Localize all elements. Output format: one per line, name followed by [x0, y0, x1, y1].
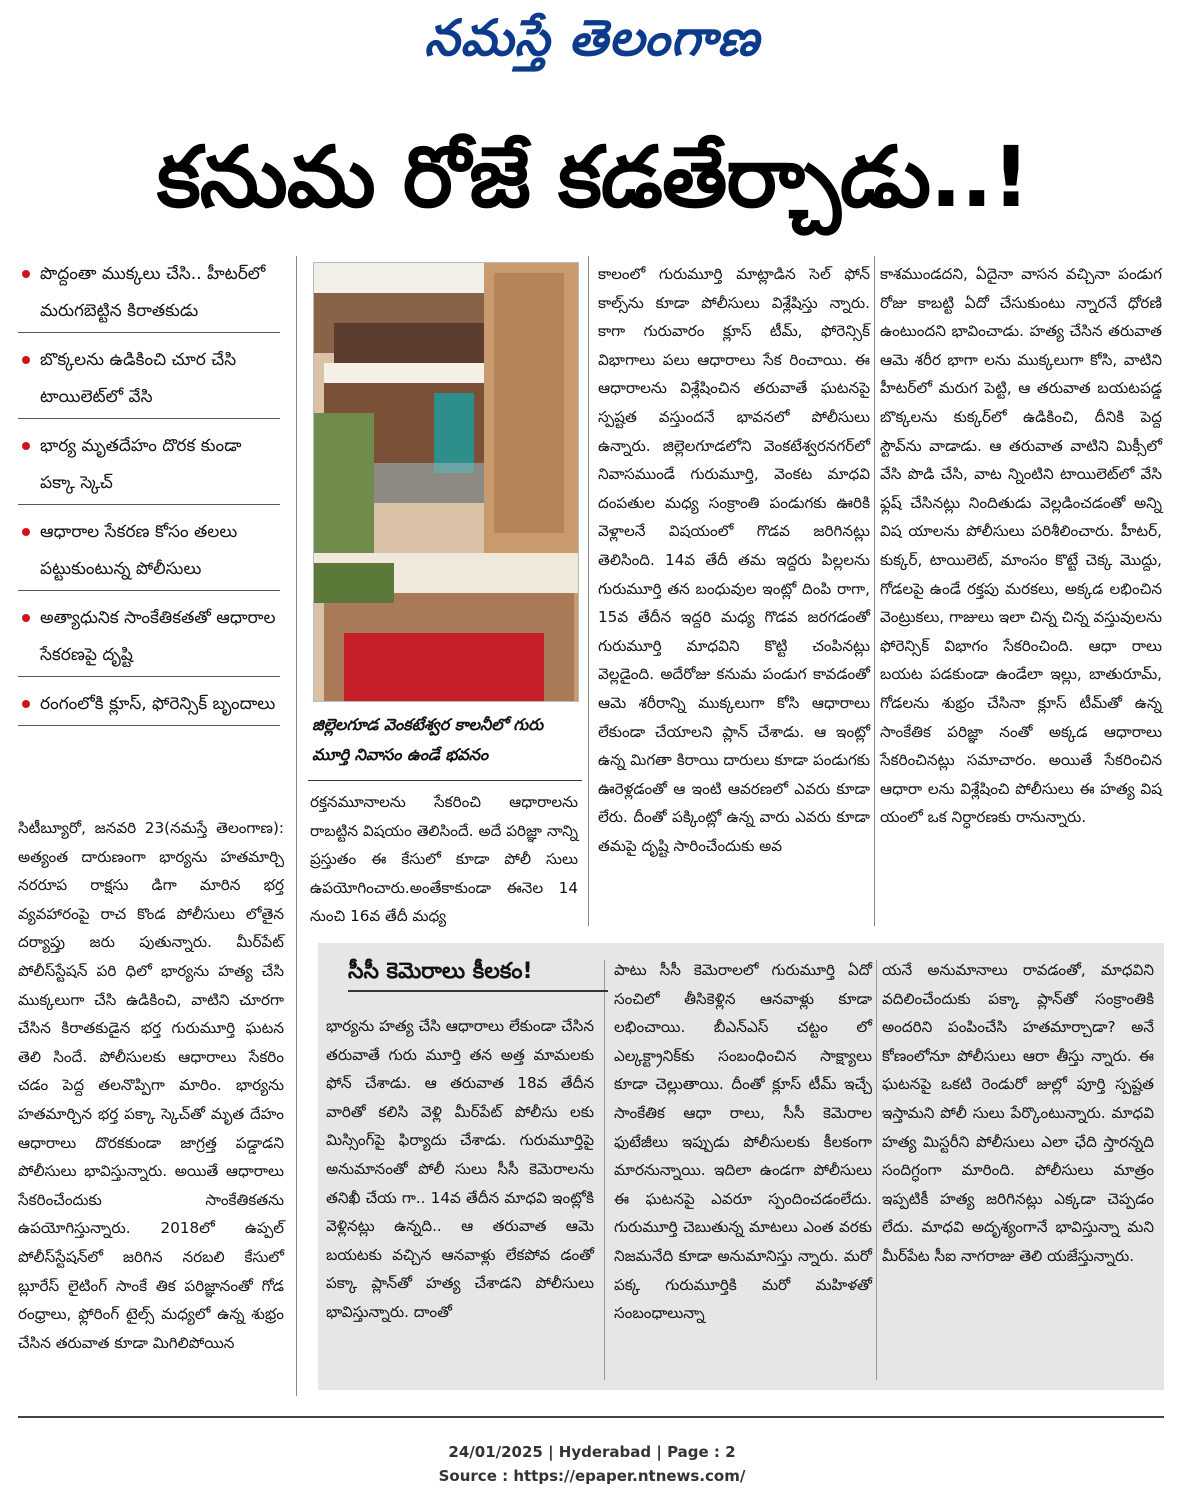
column-divider: [296, 256, 297, 1396]
highlight-text: బొక్కలను ఉడికించి చూర చేసి టాయిలెట్‌లో వేసి: [40, 350, 237, 407]
highlight-item: [18, 686, 280, 726]
footer-date-line: 24/01/2025 | Hyderabad | Page : 2: [448, 1443, 736, 1461]
article-text-under-photo: రక్తనమూనాలను సేకరించి ఆధారాలను రాబట్టిన విషయం తెలిసిందే. అదే పరిజ్ఞా నాన్ని ప్రస్తుతం ఈ కేసులో కూడా పోలీ సులు ఉపయోగించారు.అంతేకాకుండా ఈనెల 14 నుంచి 16వ తేదీ మధ్య: [310, 793, 578, 926]
article-text-left: సిటీబ్యూరో, జనవరి 23(నమస్తే తెలంగాణ): అత్యంత దారుణంగా భార్యను హతమార్చి నరరూప రాక్షసు డిగా మారిన భర్త వ్యవహారంపై రాచ కొండ పోలీసులు లోతైన దర్యాప్తు జరు పుతున్నారు. మీర్‌పేట్ పోలీస్‌స్టేషన్ పరి ధిలో భార్యను హత్య చేసి ముక్కలుగా చేసి ఉడికించి, వాటిని చూరగా చేసిన కిరాతకుడైన భర్త గురుమూర్తి ఘటన తెలి సిందే. పోలీసులకు ఆధారాలు సేకరిం చడం పెద్ద తలనొప్పిగా మారిం. భార్యను హతమార్చిన భర్త పక్కా స్కెచ్‌తో మృత దేహం ఆధారాలు దొరకకుండా జాగ్రత్త పడ్డాడని పోలీసులు భావిస్తున్నారు. అయితే ఆధారాలు సేకరించేందుకు సాంకేతికతను ఉపయోగిస్తున్నారు. 2018లో ఉప్పల్ పోలీస్‌స్టేషన్‌లో జరిగిన నరబలి కేసులో బ్లూరేస్ లైటింగ్ సాంకే తిక పరిజ్ఞానంతో గోడ రంధ్రాలు, ఫ్లోరింగ్ టైల్స్ మధ్యలో ఉన్న శుభ్రం చేసిన తరువాత కూడా మిగిలిపోయిన: [18, 819, 284, 1352]
highlights-list: [18, 256, 280, 735]
building-photo: [313, 262, 579, 702]
sidebar-box-title: సీసీ కెమెరాలు కీలకం!: [348, 956, 608, 992]
headline: కనుమ రోజే కడతేర్చాడు..!: [156, 128, 1030, 226]
highlight-text: భార్య మృతదేహం దొరక కుండా పక్కా స్కెచ్: [40, 436, 242, 493]
bottom-rule: [18, 1416, 1164, 1418]
article-text-middle: కాలంలో గురుమూర్తి మాట్లాడిన సెల్ ఫోన్ కాల్స్‌ను కూడా పోలీసులు విశ్లేషిస్తు న్నారు. కాగా గురువారం క్లూస్ టీమ్, ఫోరెన్సిక్ విభాగాలు పలు ఆధారాలు సేక రించాయి. ఈ ఆధారాలను విశ్లేషించిన తరువాతే ఘటనపై స్పష్టత వస్తుందనే భావనలో పోలీసులు ఉన్నారు. జిల్లెలగూడలోని వెంకటేశ్వరనగర్‌లో నివాసముండే గురుమూర్తి, వెంకట మాధవి దంపతుల మధ్య సంక్రాంతి పండుగకు ఊరికి వెళ్లాలనే విషయంలో గొడవ జరిగినట్లు తెలిసింది. 14వ తేదీ తమ ఇద్దరు పిల్లలను గురుమూర్తి తన బంధువుల ఇంట్లో దింపి రాగా, 15వ తేదీన ఇద్దరి మధ్య గొడవ జరగడంతో గురుమూర్తి మాధవిని కొట్టి చంపినట్లు వెల్లడైంది. అదేరోజు కనుమ పండుగ కావడంతో ఆమె శరీరాన్ని ముక్కలుగా కోసి ఆధారాలు లేకుండా చేయాలని ప్లాన్ చేశాడు. ఆ ఇంట్లో ఉన్న మిగతా కిరాయి దారులు కూడా పండుగకు ఊరెళ్లడంతో ఆ ఇంటి ఆవరణలో ఎవరు కూడా లేరు. దీంతో పక్కింట్లో ఉన్న వారు ఎవరు కూడా తమపై దృష్టి సారించేందుకు అవ: [598, 265, 870, 855]
article-text-right: కాశముండదని, ఏదైనా వాసన వచ్చినా పండుగ రోజు కాబట్టి ఏదో చేసుకుంటు న్నారనే ధోరణి ఉంటుందని భావించాడు. హత్య చేసిన తరువాత ఆమె శరీర భాగా లను ముక్కలుగా కోసి, వాటిని హీటర్‌లో మరుగ పెట్టి, ఆ తరువాత బయటపడ్డ బొక్కలను కుక్కర్‌లో ఉడికించి, దీనికి పెద్ద స్టౌవ్‌ను వాడాడు. ఆ తరువాత వాటిని మిక్సీలో వేసి పొడి చేసి, వాట న్నింటిని టాయిలెట్‌లో వేసి ఫ్లష్ చేసినట్లు నిందితుడు వెల్లడించడంతో అన్ని విష యాలను పోలీసులు పరిశీలించారు. హీటర్, కుక్కర్, టాయిలెట్, మాంసం కొట్టే చెక్క మొద్దు, గోడలపై ఉండే రక్తపు మరకలు, అక్కడ లభించిన వెంట్రుకలు, గాజులు ఇలా చిన్న చిన్న వస్తువులను ఫోరెన్సిక్ విభాగం సేకరించింది. ఆధా రాలు బయట పడకుండా ఉండేలా ఇల్లు, బాతురూమ్, గోడలను శుభ్రం చేసినా క్లూస్ టీమ్‌తో ఉన్న సాంకేతిక పరిజ్ఞా నంతో అక్కడ ఆధారాలు సేకరించినట్లు సమాచారం. అయితే సేకరించిన ఆధారా లను విశ్లేషించి పోలీసులు ఈ హత్య విష యంలో ఒక నిర్ధారణకు రానున్నారు.: [880, 265, 1162, 827]
box-divider: [604, 960, 605, 1380]
highlight-text: అత్యాధునిక సాంకేతికతతో ఆధారాల సేకరణపై దృష్టి: [40, 608, 276, 665]
building-illustration: [314, 263, 579, 702]
footer-source-line[interactable]: Source : https://epaper.ntnews.com/: [438, 1467, 746, 1485]
photo-caption: జిల్లెలగూడ వెంకటేశ్వర కాలనీలో గురు మూర్తి నివాసం ఉండే భవనం: [312, 715, 544, 764]
column-divider: [874, 256, 875, 926]
highlight-item: [18, 256, 280, 333]
highlight-text: పొద్దంతా ముక్కలు చేసి.. హీటర్‌లో మరుగబెట్టిన కిరాతకుడు: [40, 264, 266, 321]
highlight-item: [18, 514, 280, 591]
highlight-text: రంగంలోకి క్లూస్, ఫోరెన్సిక్ బృందాలు: [40, 694, 276, 714]
masthead-logo: నమస్తే తెలంగాణ: [424, 8, 760, 67]
caption-rule: [308, 780, 582, 781]
footer: [0, 1440, 1184, 1488]
sidebar-box-text-2: పాటు సీసీ కెమెరాలలో గురుమూర్తి ఏదో సంచిలో తీసికెళ్లిన ఆనవాళ్లు కూడా లభించాయి. బీఎన్ఎస్ చట్టం లో ఎల్కక్ట్రానిక్‌కు సంబంధించిన సాక్ష్యాలు కూడా చెల్లుతాయి. దీంతో క్లూస్ టీమ్ ఇచ్చే సాంకేతిక ఆధా రాలు, సీసీ కెమెరాల ఫుటేజీలు ఇప్పుడు పోలీసులకు కీలకంగా మారనున్నాయి. ఇదిలా ఉండగా పోలీసులు ఈ ఘటనపై ఎవరూ స్పందించడంలేదు. గురుమూర్తి చెబుతున్న మాటలు ఎంత వరకు నిజమనేది కూడా అనుమానిస్తు న్నారు. మరో పక్క గురుమూర్తికి మరో మహిళతో సంబంధాలున్నా: [614, 961, 872, 1323]
highlight-item: [18, 342, 280, 419]
sidebar-box-text-1: భార్యను హత్య చేసి ఆధారాలు లేకుండా చేసిన తరువాతే గురు మూర్తి తన అత్త మామలకు ఫోన్ చేశాడు. ఆ తరువాత 18వ తేదీన వారితో కలిసి వెళ్లి మీర్‌పేట్ పోలీసు లకు మిస్సింగ్‌పై ఫిర్యాదు చేశాడు. గురుమూర్తిపై అనుమానంతో పోలీ సులు సీసీ కెమెరాలను తనిఖీ చేయ గా.. 14వ తేదీన మాధవి ఇంట్లోకి వెళ్లినట్లు ఉన్నది.. ఆ తరువాత ఆమె బయటకు వచ్చిన ఆనవాళ్లు లేకపోవ డంతో పక్కా ప్లాన్‌తో హత్య చేశాడని పోలీసులు భావిస్తున్నారు. దాంతో: [326, 1017, 594, 1321]
box-divider: [876, 960, 877, 1380]
column-divider: [588, 256, 589, 926]
highlight-text: ఆధారాల సేకరణ కోసం తలలు పట్టుకుంటున్న పోలీసులు: [40, 522, 238, 579]
highlight-item: [18, 428, 280, 505]
sidebar-box-text-3: యనే అనుమానాలు రావడంతో, మాధవిని వదిలించేందుకు పక్కా ప్లాన్‌తో సంక్రాంతికి అందరిని పంపించేసి హతమార్చాడా? అనే కోణంలోనూ పోలీసులు ఆరా తీస్తు న్నారు. ఈ ఘటనపై ఒకటి రెండురో జుల్లో పూర్తి స్పష్టత ఇస్తామని పోలీ సులు పేర్కొంటున్నారు. మాధవి హత్య మిస్టరీని పోలీసులు ఎలా ఛేది స్తారన్నది సందిగ్ధంగా మారింది. పోలీసులు మాత్రం ఇప్పటికీ హత్య జరిగినట్లు ఎక్కడా చెప్పడం లేదు. మాధవి అదృశ్యంగానే భావిస్తున్నా మని మీర్‌పేట సీఐ నాగరాజు తెలి యజేస్తున్నారు.: [882, 961, 1154, 1265]
highlight-item: [18, 600, 280, 677]
